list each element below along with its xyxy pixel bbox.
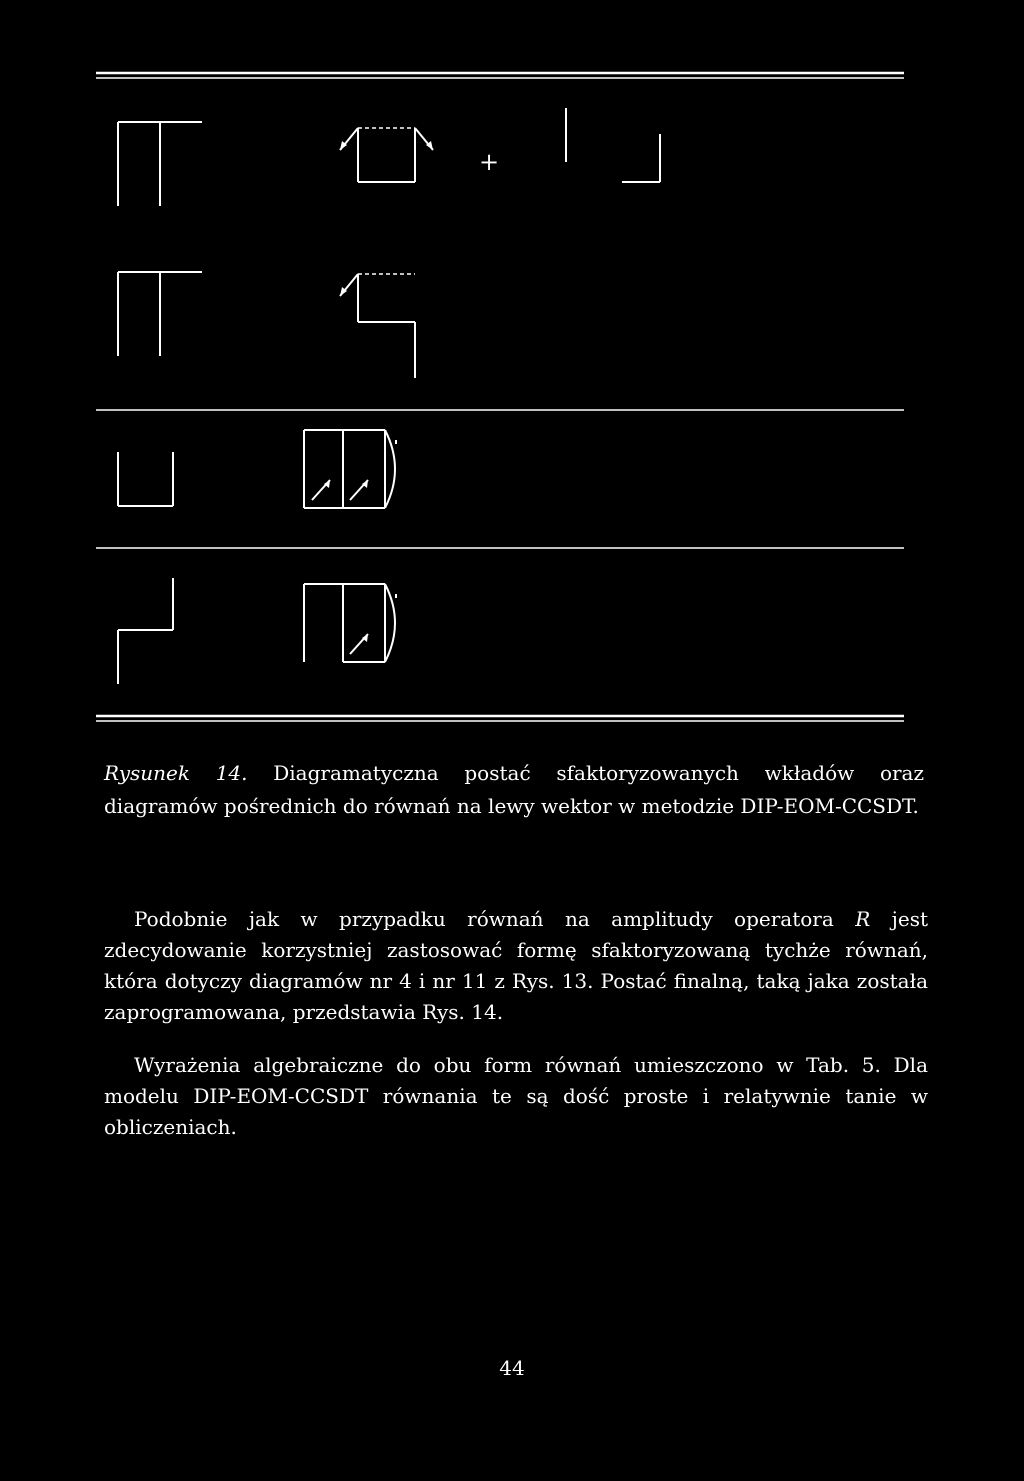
body-paragraph-2: Wyrażenia algebraiczne do obu form równań umieszczono w Tab. 5. Dla modelu DIP-EOM-CCSDT równania te są dość proste i relatywnie tanie w obliczeniach.: [104, 1053, 928, 1139]
diagram-row-1-term-2: [566, 108, 660, 182]
diagram-row-3-left: [118, 452, 173, 506]
diagram-row-1-left: [118, 122, 202, 206]
diagram-figure: [0, 0, 1024, 740]
diagram-row-3-right: [304, 430, 396, 508]
plus-sign: +: [478, 148, 500, 176]
body-paragraph-1: [104, 904, 928, 1028]
figure-caption: [104, 757, 924, 823]
operator-symbol: R: [855, 907, 871, 931]
diagram-row-2-left: [118, 272, 202, 356]
diagram-row-4-left: [118, 578, 173, 684]
page-number: 44: [499, 1356, 525, 1380]
diagram-row-1-term-1: [340, 128, 433, 182]
separator-lines: [96, 73, 904, 721]
caption-label: Rysunek 14.: [104, 761, 248, 785]
diagram-row-2-right: [340, 274, 415, 378]
diagram-row-4-right: [304, 584, 396, 662]
paragraph-1-text-b: jest zdecydowanie korzystniej zastosować formę sfaktoryzowaną tychże równań, która dotyczy diagramów nr 4 i nr 11 z Rys. 13. Postać finalną, taką jaka została zaprogramowana, przedstawia Rys. 14.: [104, 907, 928, 1024]
caption-text: Diagramatyczna postać sfaktoryzowanych wkładów oraz diagramów pośrednich do równań na lewy wektor w metodzie DIP-EOM-CCSDT.: [104, 761, 925, 818]
paragraph-1-text-a: Podobnie jak w przypadku równań na amplitudy operatora: [134, 907, 856, 931]
